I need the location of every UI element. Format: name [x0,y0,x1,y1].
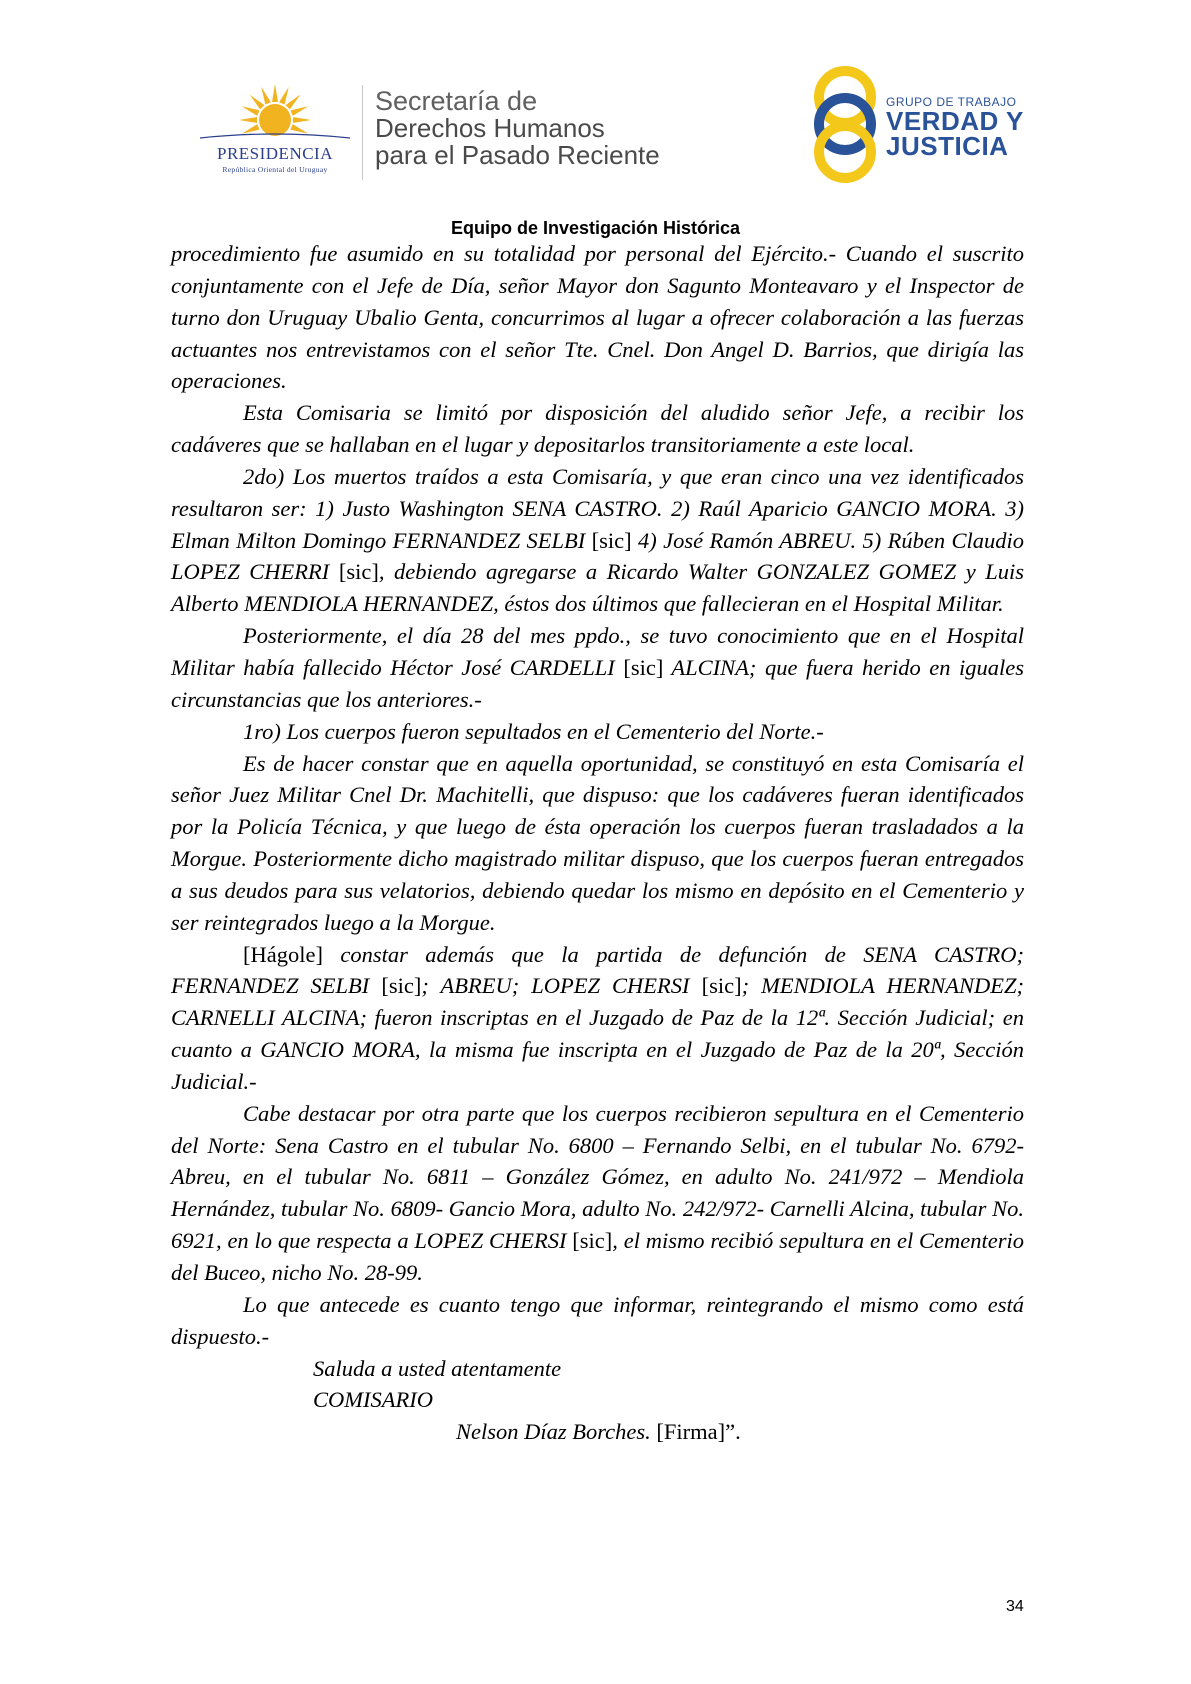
secretaria-line-3: para el Pasado Reciente [375,140,660,170]
paragraph-4-text-c: ALCINA; que fuera herido en iguales circunstancias que los anteriores.- [171,654,1024,712]
grupo-trabajo-label: GRUPO DE TRABAJO [886,95,1017,109]
paragraph-5: 1ro) Los cuerpos fueron sepultados en el Cementerio del Norte.- [243,718,824,744]
secretaria-line-1: Secretaría de [375,86,538,116]
verdad-y-label: VERDAD Y [886,106,1024,136]
paragraph-8-text-c: , el mismo recibió sepultura en el Cementerio del Buceo, nicho No. 28-99. [171,1228,1024,1285]
sic-note: [sic] [572,1228,613,1254]
presidencia-label: PRESIDENCIA [216,144,333,163]
sic-note: [sic] [623,654,664,680]
paragraph-7-text-f: ; MENDIOLA HERNANDEZ; CARNELLI ALCINA; fueron inscriptas en el Juzgado de Paz de la 12ª. Sección Judicial; en cuanto a GANCIO MORA, la misma fue inscripta en el Juzgado de Paz de la 20ª, Sección Judicial.- [171,973,1024,1094]
header-divider [362,85,363,180]
paragraph-6: Es de hacer constar que en aquella oportunidad, se constituyó en esta Comisaría el señor Juez Militar Cnel Dr. Machitelli, que dispuso: que los cadáveres fueran identificados por la Policía Técnica, y que luego de ésta operación los cuerpos fueran trasladados a la Morgue. Posteriormente dicho magistrado militar dispuso, que los cuerpos fueran entregados a sus deudos para sus velatorios, debiendo quedar los mismo en depósito en el Cementerio y ser reintegrados luego a la Morgue. [171,750,1024,935]
presidencia-sublabel: República Oriental del Uruguay [222,165,328,174]
paragraph-7 [171,939,1024,1098]
hagole-note: [Hágole] [243,941,323,967]
page-number: 34 [1006,1598,1024,1615]
paragraph-3-text-c: 4) José Ramón ABREU. 5) Rúben Claudio LOPEZ CHERRI [171,527,1025,585]
secretaria-line-2: Derechos Humanos [375,113,605,143]
paragraph-3 [171,461,1024,620]
grupo-trabajo-logo-text [886,95,1024,159]
paragraph-7-text-d: ; ABREU; LOPEZ CHERSI [421,973,702,999]
secretaria-logo-text [375,88,660,169]
document-body [171,238,1024,1448]
paragraph-3-text-e: , debiendo agregarse a Ricardo Walter GONZALEZ GOMEZ y Luis Alberto MENDIOLA HERNANDEZ, éstos dos últimos que fallecieran en el Hospital Militar. [171,559,1025,617]
paragraph-7-text-b: constar además que la partida de defunción de SENA CASTRO; FERNANDEZ SELBI [171,941,1024,999]
sun-emblem-icon [196,80,354,146]
paragraph-3-text-a: 2do) Los muertos traídos a esta Comisaría, y que eran cinco una vez identificados resultaron ser: 1) Justo Washington SENA CASTRO. 2) Raúl Aparicio GANCIO MORA. 3) Elman Milton Domingo FERNANDEZ SELBI [171,463,1024,553]
paragraph-1: procedimiento fue asumido en su totalidad por personal del Ejército.- Cuando el suscrito conjuntamente con el Jefe de Día, señor Mayor don Sagunto Monteavaro y el Inspector de turno don Uruguay Ubalio Genta, concurrimos al lugar a ofrecer colaboración a las fuerzas actuantes nos entrevistamos con el señor Tte. Cnel. Don Angel D. Barrios, que dirigía las operaciones. [171,241,1024,394]
sic-note: [sic] [591,527,632,553]
paragraph-9: Lo que antecede es cuanto tengo que informar, reintegrando el mismo como está dispuesto.- [171,1291,1024,1349]
sic-note: [sic] [701,973,742,999]
paragraph-4-text-a: Posteriormente, el día 28 del mes ppdo., se tuvo conocimiento que en el Hospital Militar había fallecido Héctor José CARDELLI [171,623,1024,680]
signer-title: COMISARIO [313,1387,433,1413]
signer-name-line [171,1416,1024,1448]
closing-salutation: Saluda a usted atentamente [313,1355,562,1381]
paragraph-8 [171,1098,1024,1289]
sic-note: [sic] [381,973,422,999]
paragraph-4 [171,620,1024,716]
signer-name: Nelson Díaz Borches. [456,1419,657,1445]
sic-note: [sic] [338,559,379,585]
presidencia-logo [196,80,354,176]
paragraph-8-text-a: Cabe destacar por otra parte que los cuerpos recibieron sepultura en el Cementerio del Norte: Sena Castro en el tubular No. 6800 – Fernando Selbi, en el tubular No. 6792- Abreu, en el tubular No. 6811 – González Gómez, en adulto No. 241/972 – Mendiola Hernández, tubular No. 6809- Gancio Mora, adulto No. 242/972- Carnelli Alcina, tubular No. 6921, en lo que respecta a LOPEZ CHERSI [171,1100,1024,1254]
firma-note: [Firma]”. [656,1419,741,1445]
document-header [0,0,1191,220]
paragraph-2: Esta Comisaria se limitó por disposición del aludido señor Jefe, a recibir los cadáveres que se hallaban en el lugar y depositarlos transitoriamente a este local. [171,400,1024,458]
justicia-label: JUSTICIA [886,131,1009,161]
section-subtitle: Equipo de Investigación Histórica [450,218,741,238]
